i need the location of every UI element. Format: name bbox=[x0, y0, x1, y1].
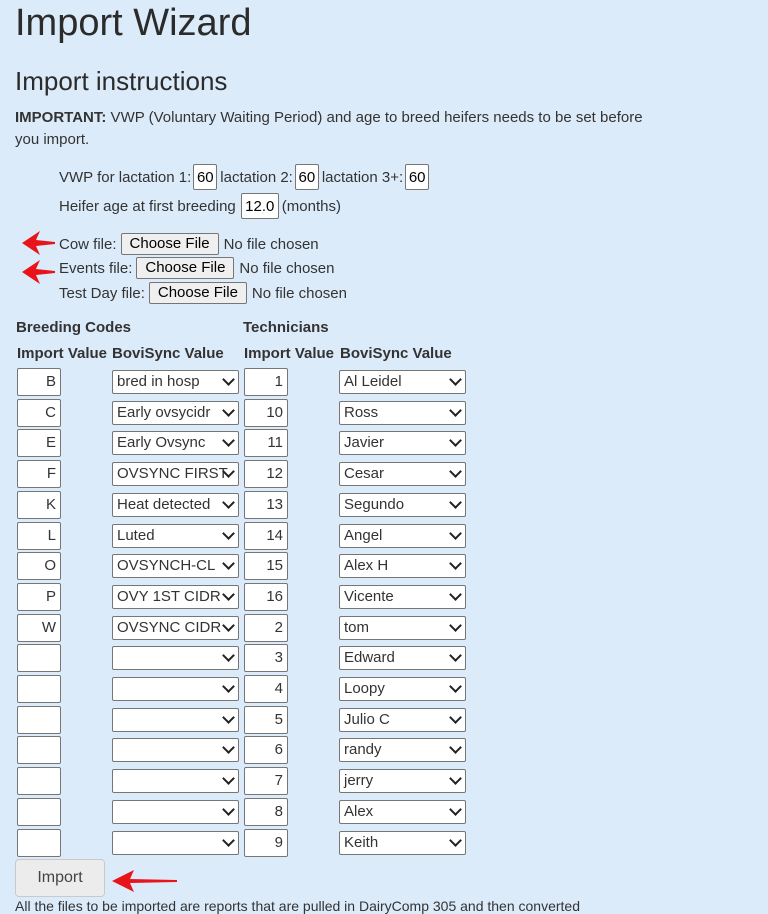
breeding-bovi-select-value: OVSYNC CIDR bbox=[117, 619, 222, 636]
technicians-bovi-col-header: BoviSync Value bbox=[340, 345, 452, 362]
technician-bovi-select[interactable] bbox=[339, 585, 466, 609]
breeding-import-input[interactable]: L bbox=[17, 522, 61, 550]
chevron-down-icon bbox=[449, 803, 462, 816]
footer-text: All the files to be imported are reports that are pulled in DairyComp 305 and then converted bbox=[15, 898, 580, 914]
technicians-header: Technicians bbox=[243, 319, 329, 336]
heifer-row bbox=[59, 193, 341, 219]
technician-bovi-select[interactable] bbox=[339, 677, 466, 701]
technician-bovi-select[interactable] bbox=[339, 493, 466, 517]
breeding-import-input[interactable]: W bbox=[17, 614, 61, 642]
breeding-bovi-select[interactable] bbox=[112, 738, 239, 762]
vwp-lactation3-input[interactable] bbox=[405, 164, 429, 190]
important-note bbox=[15, 107, 655, 151]
breeding-bovi-col-header: BoviSync Value bbox=[112, 345, 224, 362]
breeding-bovi-select[interactable] bbox=[112, 831, 239, 855]
cow-file-row bbox=[59, 233, 319, 255]
red-arrow-icon bbox=[22, 231, 56, 255]
technician-bovi-select-value: Cesar bbox=[344, 465, 385, 482]
technician-bovi-select[interactable] bbox=[339, 646, 466, 670]
technician-bovi-select-value: Alex H bbox=[344, 557, 389, 574]
chevron-down-icon bbox=[222, 741, 235, 754]
breeding-bovi-select[interactable] bbox=[112, 462, 239, 486]
chevron-down-icon bbox=[449, 711, 462, 724]
technician-bovi-select-value: Keith bbox=[344, 834, 379, 851]
technician-import-input[interactable]: 16 bbox=[244, 583, 288, 611]
technician-bovi-select[interactable] bbox=[339, 708, 466, 732]
red-arrow-icon bbox=[112, 869, 178, 893]
chevron-down-icon bbox=[222, 803, 235, 816]
testday-file-status: No file chosen bbox=[251, 284, 347, 302]
technician-import-input[interactable]: 9 bbox=[244, 829, 288, 857]
chevron-down-icon bbox=[449, 557, 462, 570]
vwp-lactation1-label: VWP for lactation 1: bbox=[59, 168, 192, 186]
breeding-bovi-select[interactable] bbox=[112, 769, 239, 793]
breeding-import-input[interactable]: B bbox=[17, 368, 61, 396]
chevron-down-icon bbox=[222, 434, 235, 447]
chevron-down-icon bbox=[449, 619, 462, 632]
chevron-down-icon bbox=[222, 588, 235, 601]
heifer-age-unit: (months) bbox=[281, 197, 341, 215]
technician-import-input[interactable]: 10 bbox=[244, 399, 288, 427]
technician-bovi-select[interactable] bbox=[339, 462, 466, 486]
technician-bovi-select[interactable] bbox=[339, 401, 466, 425]
breeding-import-input[interactable]: F bbox=[17, 460, 61, 488]
cow-file-label: Cow file: bbox=[59, 235, 117, 253]
breeding-bovi-select-value: OVSYNCH-CL bbox=[117, 557, 216, 574]
section-title: Import instructions bbox=[15, 66, 228, 96]
chevron-down-icon bbox=[449, 588, 462, 601]
technician-import-input[interactable]: 15 bbox=[244, 552, 288, 580]
chevron-down-icon bbox=[222, 404, 235, 417]
breeding-bovi-select[interactable] bbox=[112, 524, 239, 548]
technician-bovi-select[interactable] bbox=[339, 769, 466, 793]
important-label: IMPORTANT: bbox=[15, 109, 107, 126]
technician-bovi-select-value: tom bbox=[344, 619, 370, 636]
breeding-bovi-select-value: Early Ovsync bbox=[117, 434, 206, 451]
red-arrow-icon bbox=[22, 260, 56, 284]
breeding-import-col-header: Import Value bbox=[17, 345, 108, 362]
vwp-row bbox=[59, 164, 432, 190]
technician-bovi-select[interactable] bbox=[339, 616, 466, 640]
vwp-lactation2-label: lactation 2: bbox=[220, 168, 293, 186]
technician-import-input[interactable]: 6 bbox=[244, 736, 288, 764]
breeding-import-input[interactable]: K bbox=[17, 491, 61, 519]
breeding-bovi-select-value: Early ovsycidr bbox=[117, 404, 211, 421]
chevron-down-icon bbox=[222, 373, 235, 386]
chevron-down-icon bbox=[449, 496, 462, 509]
breeding-bovi-select[interactable] bbox=[112, 401, 239, 425]
technician-bovi-select-value: Vicente bbox=[344, 588, 394, 605]
technician-bovi-select-value: Alex bbox=[344, 803, 374, 820]
technician-import-input[interactable]: 2 bbox=[244, 614, 288, 642]
breeding-bovi-select-value: Heat detected bbox=[117, 496, 211, 513]
chevron-down-icon bbox=[222, 619, 235, 632]
cow-file-status: No file chosen bbox=[223, 235, 319, 253]
chevron-down-icon bbox=[222, 772, 235, 785]
technician-bovi-select-value: jerry bbox=[344, 772, 374, 789]
breeding-bovi-select[interactable] bbox=[112, 800, 239, 824]
chevron-down-icon bbox=[449, 772, 462, 785]
breeding-bovi-select[interactable] bbox=[112, 554, 239, 578]
chevron-down-icon bbox=[449, 527, 462, 540]
import-button[interactable]: Import bbox=[15, 859, 105, 897]
vwp-lactation2-input[interactable] bbox=[295, 164, 319, 190]
technician-bovi-select[interactable] bbox=[339, 738, 466, 762]
testday-file-choose-button[interactable]: Choose File bbox=[149, 282, 247, 304]
technician-import-input[interactable]: 11 bbox=[244, 429, 288, 457]
chevron-down-icon bbox=[449, 741, 462, 754]
chevron-down-icon bbox=[222, 680, 235, 693]
technician-bovi-select[interactable] bbox=[339, 431, 466, 455]
breeding-import-input[interactable] bbox=[17, 767, 61, 795]
chevron-down-icon bbox=[222, 649, 235, 662]
technician-bovi-select[interactable] bbox=[339, 800, 466, 824]
breeding-import-input[interactable] bbox=[17, 675, 61, 703]
breeding-import-input[interactable] bbox=[17, 798, 61, 826]
events-file-status: No file chosen bbox=[239, 259, 335, 277]
technician-import-input[interactable]: 5 bbox=[244, 706, 288, 734]
chevron-down-icon bbox=[449, 834, 462, 847]
events-file-label: Events file: bbox=[59, 259, 133, 277]
vwp-lactation1-input[interactable] bbox=[193, 164, 217, 190]
chevron-down-icon bbox=[449, 465, 462, 478]
technician-import-input[interactable]: 13 bbox=[244, 491, 288, 519]
events-file-row bbox=[59, 257, 334, 279]
breeding-import-input[interactable]: P bbox=[17, 583, 61, 611]
technician-bovi-select-value: Al Leidel bbox=[344, 373, 402, 390]
important-text: VWP (Voluntary Waiting Period) and age to breed heifers needs to be set before you import. bbox=[15, 109, 643, 148]
technician-import-input[interactable]: 4 bbox=[244, 675, 288, 703]
technician-bovi-select[interactable] bbox=[339, 554, 466, 578]
technicians-import-col-header: Import Value bbox=[244, 345, 335, 362]
events-file-choose-button[interactable]: Choose File bbox=[136, 257, 234, 279]
breeding-import-input[interactable]: O bbox=[17, 552, 61, 580]
technician-import-input[interactable]: 14 bbox=[244, 522, 288, 550]
page-title: Import Wizard bbox=[15, 2, 252, 44]
heifer-age-input[interactable] bbox=[241, 193, 279, 219]
breeding-import-input[interactable] bbox=[17, 644, 61, 672]
technician-import-input[interactable]: 12 bbox=[244, 460, 288, 488]
breeding-import-input[interactable]: C bbox=[17, 399, 61, 427]
chevron-down-icon bbox=[449, 649, 462, 662]
chevron-down-icon bbox=[222, 527, 235, 540]
chevron-down-icon bbox=[449, 680, 462, 693]
technician-bovi-select-value: Ross bbox=[344, 404, 379, 421]
chevron-down-icon bbox=[449, 404, 462, 417]
technician-bovi-select[interactable] bbox=[339, 524, 466, 548]
chevron-down-icon bbox=[222, 834, 235, 847]
technician-bovi-select-value: randy bbox=[344, 741, 382, 758]
technician-bovi-select-value: Segundo bbox=[344, 496, 405, 513]
vwp-lactation3-label: lactation 3+: bbox=[321, 168, 404, 186]
breeding-bovi-select[interactable] bbox=[112, 646, 239, 670]
breeding-bovi-select-value: bred in hosp bbox=[117, 373, 200, 390]
breeding-bovi-select[interactable] bbox=[112, 493, 239, 517]
breeding-bovi-select[interactable] bbox=[112, 677, 239, 701]
breeding-bovi-select-value: OVY 1ST CIDR bbox=[117, 588, 221, 605]
technician-bovi-select[interactable] bbox=[339, 831, 466, 855]
breeding-bovi-select-value: Luted bbox=[117, 527, 155, 544]
heifer-age-label: Heifer age at first breeding bbox=[59, 197, 236, 215]
technician-bovi-select-value: Loopy bbox=[344, 680, 385, 697]
breeding-bovi-select[interactable] bbox=[112, 585, 239, 609]
technician-bovi-select-value: Angel bbox=[344, 527, 383, 544]
chevron-down-icon bbox=[222, 557, 235, 570]
technician-import-input[interactable]: 1 bbox=[244, 368, 288, 396]
chevron-down-icon bbox=[449, 373, 462, 386]
breeding-import-input[interactable]: E bbox=[17, 429, 61, 457]
breeding-bovi-select-value: OVSYNC FIRST bbox=[117, 465, 228, 482]
chevron-down-icon bbox=[449, 434, 462, 447]
breeding-bovi-select[interactable] bbox=[112, 708, 239, 732]
technician-bovi-select[interactable] bbox=[339, 370, 466, 394]
technician-bovi-select-value: Julio C bbox=[344, 711, 390, 728]
breeding-import-input[interactable] bbox=[17, 706, 61, 734]
technician-bovi-select-value: Javier bbox=[344, 434, 385, 451]
testday-file-label: Test Day file: bbox=[59, 284, 145, 302]
technician-bovi-select-value: Edward bbox=[344, 649, 395, 666]
chevron-down-icon bbox=[222, 711, 235, 724]
chevron-down-icon bbox=[222, 496, 235, 509]
technician-import-input[interactable]: 7 bbox=[244, 767, 288, 795]
breeding-bovi-select[interactable] bbox=[112, 370, 239, 394]
technician-import-input[interactable]: 3 bbox=[244, 644, 288, 672]
breeding-codes-header: Breeding Codes bbox=[16, 319, 132, 336]
technician-import-input[interactable]: 8 bbox=[244, 798, 288, 826]
breeding-import-input[interactable] bbox=[17, 829, 61, 857]
breeding-import-input[interactable] bbox=[17, 736, 61, 764]
breeding-bovi-select[interactable] bbox=[112, 431, 239, 455]
cow-file-choose-button[interactable]: Choose File bbox=[121, 233, 219, 255]
breeding-bovi-select[interactable] bbox=[112, 616, 239, 640]
testday-file-row bbox=[59, 282, 347, 304]
